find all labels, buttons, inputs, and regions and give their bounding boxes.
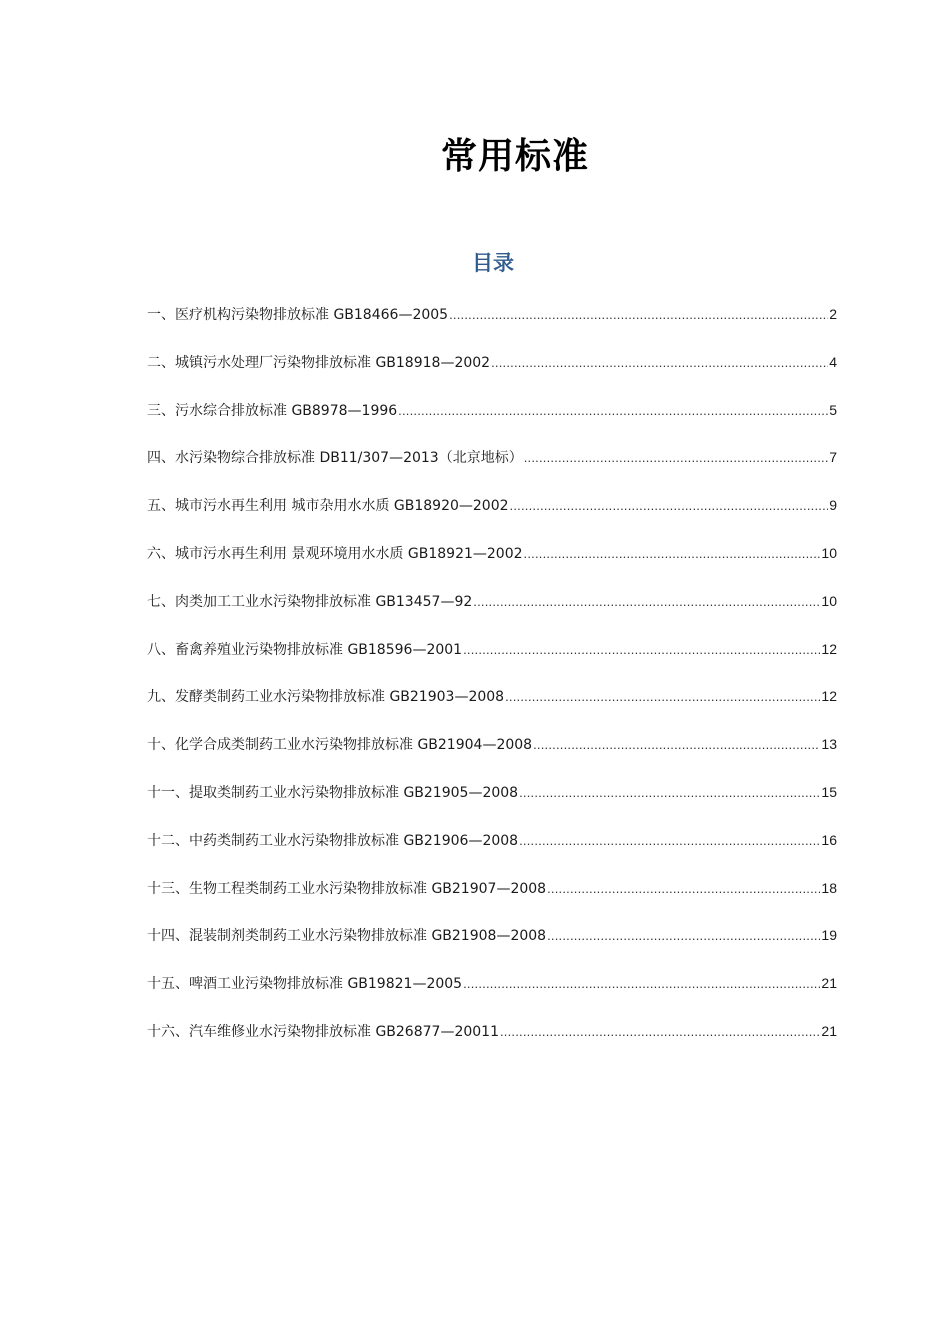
toc-dot-leader <box>491 351 828 375</box>
toc-entry[interactable] <box>147 780 837 828</box>
toc-entry-page: 21 <box>821 1022 837 1039</box>
toc-entry[interactable] <box>147 971 837 1019</box>
toc-dot-leader <box>524 446 828 470</box>
toc-entry-page: 7 <box>829 449 837 466</box>
toc-entry[interactable] <box>147 350 837 398</box>
toc-entry-page: 13 <box>821 736 837 753</box>
toc-entry-title: 二、城镇污水处理厂污染物排放标准 GB18918—2002 <box>147 354 491 371</box>
toc-entry-title: 十三、生物工程类制药工业水污染物排放标准 GB21907—2008 <box>147 880 547 897</box>
toc-entry-title: 一、医疗机构污染物排放标准 GB18466—2005 <box>147 307 449 323</box>
toc-entry[interactable] <box>147 684 837 732</box>
toc-dot-leader <box>547 877 820 901</box>
toc-entry-title: 五、城市污水再生利用 城市杂用水水质 GB18920—2002 <box>147 498 509 515</box>
toc-entry-title: 九、发酵类制药工业水污染物排放标准 GB21903—2008 <box>147 689 505 706</box>
toc-entry[interactable] <box>147 876 837 924</box>
toc-entry[interactable] <box>147 541 837 589</box>
toc-entry-title: 十二、中药类制药工业水污染物排放标准 GB21906—2008 <box>147 832 519 849</box>
toc-dot-leader <box>524 542 821 566</box>
toc-entry-page: 15 <box>821 783 837 800</box>
toc-entry-page: 10 <box>821 592 837 609</box>
toc-entry-page: 18 <box>821 879 837 896</box>
toc-entry-title: 十五、啤酒工业污染物排放标准 GB19821—2005 <box>147 976 463 993</box>
toc-entry[interactable] <box>147 398 837 446</box>
toc-entry[interactable] <box>147 302 837 350</box>
toc-dot-leader <box>510 494 829 518</box>
toc-dot-leader <box>473 590 820 614</box>
toc-entry-title: 八、畜禽养殖业污染物排放标准 GB18596—2001 <box>147 641 463 658</box>
toc-entry-page: 2 <box>829 306 837 322</box>
toc-entry-page: 9 <box>829 497 837 514</box>
toc-dot-leader <box>547 924 820 948</box>
toc-entry-page: 21 <box>821 975 837 992</box>
toc-dot-leader <box>398 399 828 423</box>
toc-dot-leader <box>463 972 820 996</box>
toc-entry[interactable] <box>147 637 837 685</box>
toc-entry-page: 16 <box>821 831 837 848</box>
toc-entry-title: 十、化学合成类制药工业水污染物排放标准 GB21904—2008 <box>147 737 533 754</box>
toc-entry-title: 四、水污染物综合排放标准 DB11/307—2013（北京地标） <box>147 450 523 467</box>
toc-entry-page: 12 <box>821 640 837 657</box>
toc-entry[interactable] <box>147 1019 837 1067</box>
toc-entry-title: 十六、汽车维修业水污染物排放标准 GB26877—20011 <box>147 1023 499 1040</box>
toc-dot-leader <box>500 1020 820 1044</box>
toc-dot-leader <box>505 685 820 709</box>
toc-entry-page: 5 <box>829 401 837 418</box>
toc-dot-leader <box>449 303 828 327</box>
toc-entry-page: 4 <box>829 353 837 370</box>
toc-entry-page: 12 <box>821 688 837 705</box>
toc-entry-title: 十四、混装制剂类制药工业水污染物排放标准 GB21908—2008 <box>147 928 547 945</box>
toc-entry[interactable] <box>147 923 837 971</box>
toc-dot-leader <box>519 781 820 805</box>
table-of-contents <box>147 302 837 1067</box>
toc-entry[interactable] <box>147 589 837 637</box>
toc-entry-title: 十一、提取类制药工业水污染物排放标准 GB21905—2008 <box>147 784 519 801</box>
toc-dot-leader <box>519 829 820 853</box>
toc-entry[interactable] <box>147 732 837 780</box>
toc-dot-leader <box>533 733 820 757</box>
toc-entry[interactable] <box>147 445 837 493</box>
toc-entry-page: 19 <box>821 927 837 944</box>
document-title: 常用标准 <box>440 136 589 177</box>
toc-entry-page: 10 <box>821 544 837 561</box>
toc-entry-title: 七、肉类加工工业水污染物排放标准 GB13457—92 <box>147 593 473 610</box>
toc-entry-title: 三、污水综合排放标准 GB8978—1996 <box>147 402 398 419</box>
toc-heading: 目录 <box>472 251 514 275</box>
toc-entry[interactable] <box>147 828 837 876</box>
toc-entry[interactable] <box>147 493 837 541</box>
toc-entry-title: 六、城市污水再生利用 景观环境用水水质 GB18921—2002 <box>147 545 523 562</box>
toc-dot-leader <box>463 638 820 662</box>
